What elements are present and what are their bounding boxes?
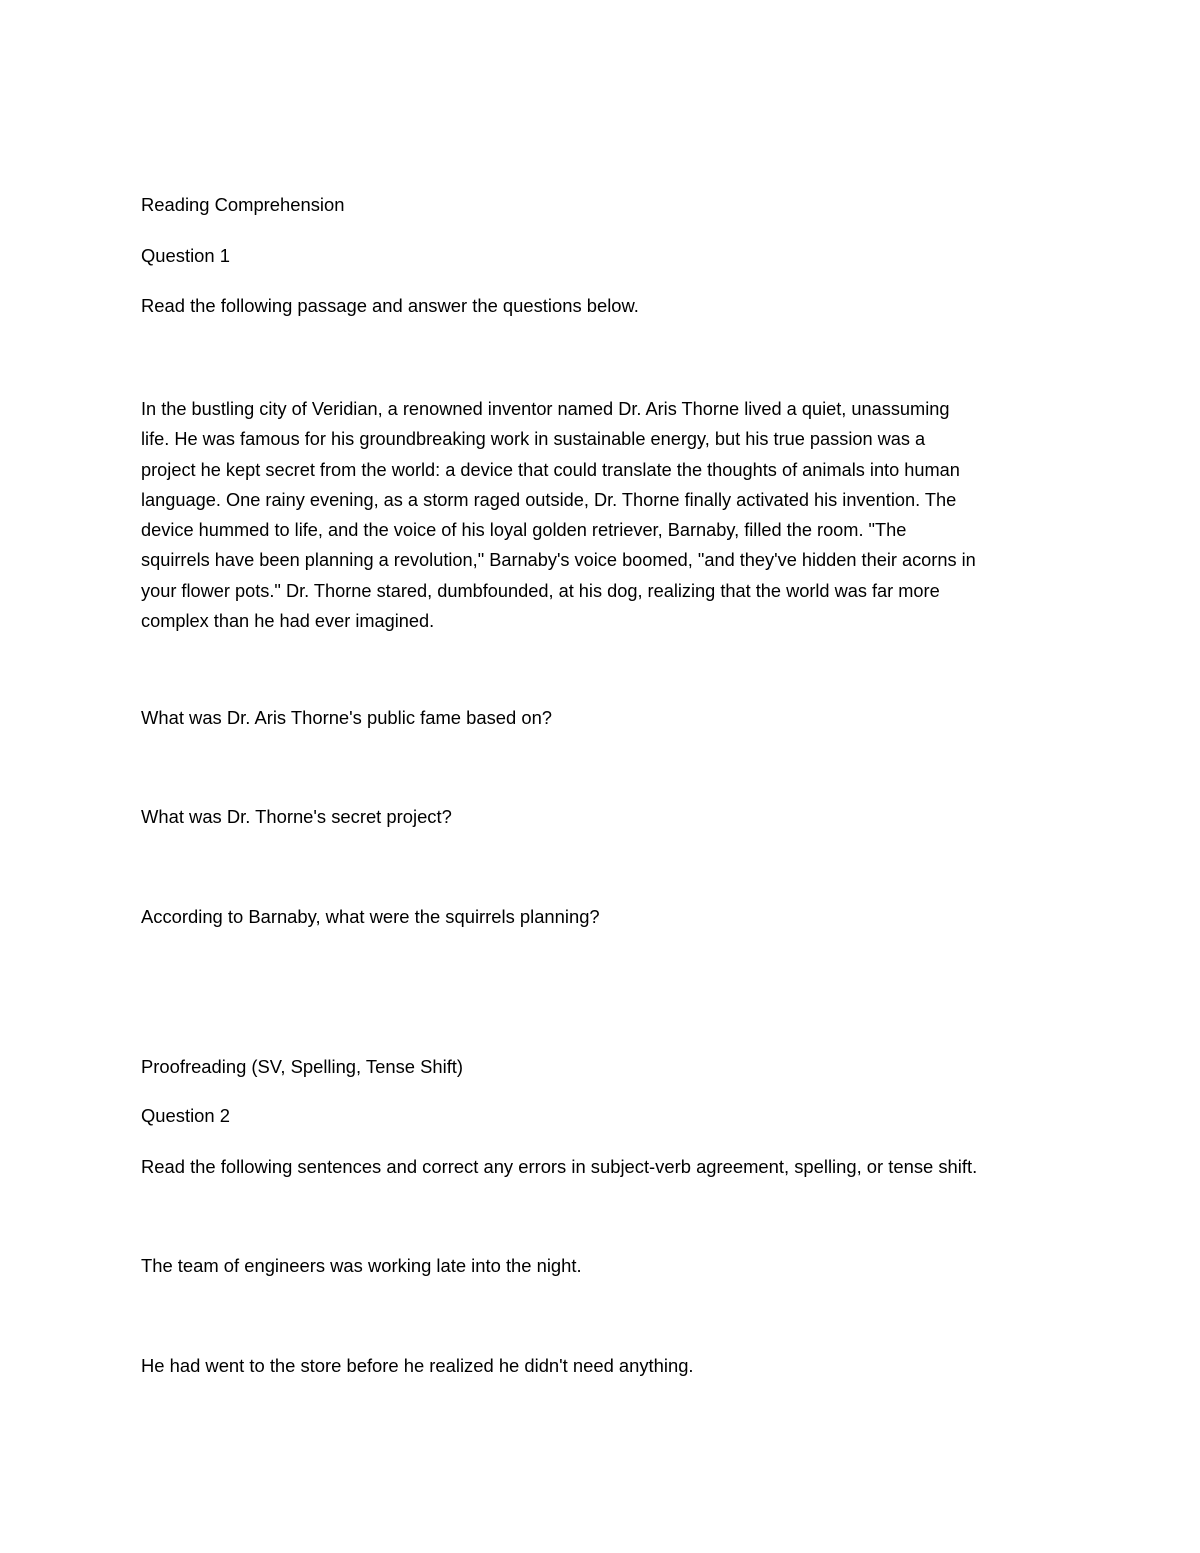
- reading-passage: [141, 394, 1066, 636]
- question-2-label: Question 2: [141, 1105, 230, 1126]
- passage-line: life. He was famous for his groundbreaking work in sustainable energy, but his true passion was a: [141, 429, 926, 450]
- passage-line: squirrels have been planning a revolution," Barnaby's voice boomed, "and they've hidden their acorns in: [141, 550, 976, 571]
- section-heading-proofreading: Proofreading (SV, Spelling, Tense Shift): [141, 1056, 464, 1077]
- passage-line: complex than he had ever imagined.: [141, 610, 435, 631]
- comprehension-question-3: According to Barnaby, what were the squirrels planning?: [141, 906, 600, 927]
- passage-line: project he kept secret from the world: a device that could translate the thoughts of animals into human: [141, 459, 960, 480]
- passage-line: your flower pots." Dr. Thorne stared, dumbfounded, at his dog, realizing that the world was far more: [141, 580, 940, 601]
- passage-line: device hummed to life, and the voice of his loyal golden retriever, Barnaby, filled the room. "The: [141, 520, 907, 540]
- comprehension-question-1: What was Dr. Aris Thorne's public fame based on?: [141, 707, 553, 728]
- section-heading-reading-comprehension: Reading Comprehension: [141, 194, 345, 215]
- passage-line: language. One rainy evening, as a storm raged outside, Dr. Thorne finally activated his invention. The: [141, 489, 957, 510]
- question-1-label: Question 1: [141, 245, 230, 266]
- passage-line: In the bustling city of Veridian, a renowned inventor named Dr. Aris Thorne lived a quiet, unassuming: [141, 399, 950, 419]
- question-2-instruction: Read the following sentences and correct any errors in subject-verb agreement, spelling, or tense shift.: [141, 1156, 978, 1177]
- question-1-instruction: Read the following passage and answer the questions below.: [141, 295, 639, 316]
- proofreading-sentence-2: He had went to the store before he realized he didn't need anything.: [141, 1355, 694, 1376]
- comprehension-question-2: What was Dr. Thorne's secret project?: [141, 806, 452, 827]
- proofreading-sentence-1: The team of engineers was working late into the night.: [141, 1255, 582, 1276]
